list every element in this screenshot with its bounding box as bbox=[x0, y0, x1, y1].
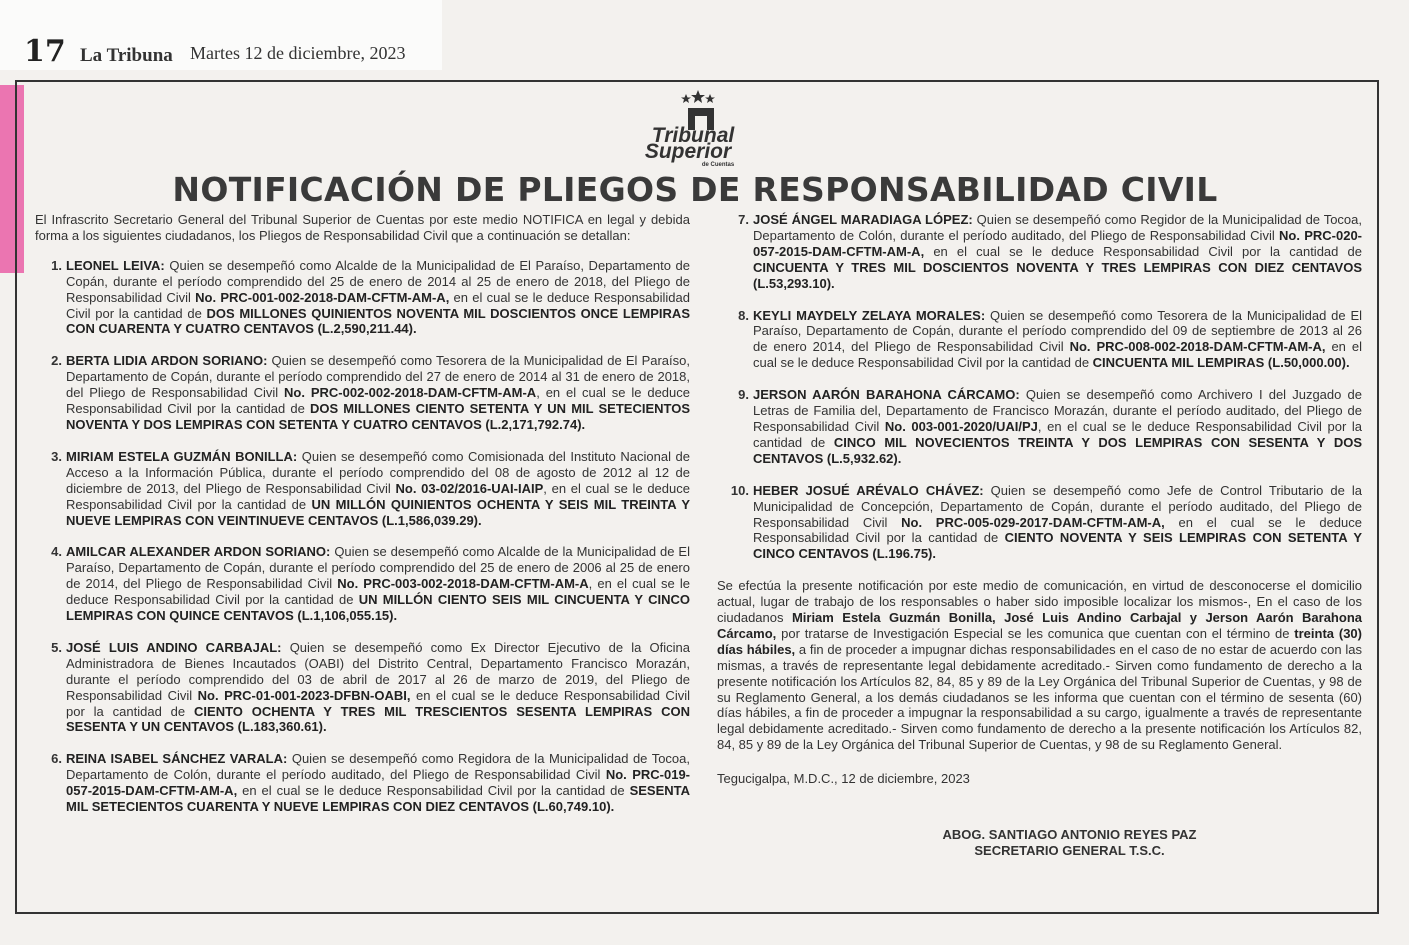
item-body bbox=[66, 353, 690, 433]
bold-text: No. PRC-01-001-2023-DFBN-OABI, bbox=[197, 687, 411, 703]
text-segment: Quien se desempeñó como Tesorera de la Municipalidad de El Paraíso, Departamento de Copán, durante el período comprendido del 09 de septiembre de 2013 al 26 de enero 2014, del Pliego de Responsabilidad Civil bbox=[753, 307, 1363, 355]
item-number: 1. bbox=[51, 257, 62, 273]
bold-text: No. PRC-002-002-2018-DAM-CFTM-AM-A bbox=[284, 385, 537, 401]
text-segment: Quien se desempeñó como Ex Director Ejecutivo de la Oficina Administradora de Bienes Incautados (OABI) del Distrito Central, Departamento Francisco Morazán, durante el período comprendido del 03 de abril de 2017 al 26 de marzo de 2019, del Pliego de Responsabilidad Civil bbox=[66, 639, 690, 703]
bold-text: No. PRC-001-002-2018-DAM-CFTM-AM-A, bbox=[195, 289, 450, 305]
item-number: 8. bbox=[738, 307, 749, 323]
bold-text: CIENTO OCHENTA Y TRES MIL TRESCIENTOS SESENTA LEMPIRAS CON SESENTA Y UN CENTAVOS (L.183,360.61). bbox=[66, 703, 690, 735]
notice-item bbox=[717, 308, 1362, 372]
item-number: 3. bbox=[51, 448, 62, 464]
text-segment: , en el cual se le deduce Responsabilidad Civil por la cantidad de bbox=[66, 576, 690, 608]
text-segment: , en el cual se le deduce Responsabilidad Civil por la cantidad de bbox=[66, 385, 690, 417]
bold-text: CINCUENTA Y TRES MIL DOSCIENTOS NOVENTA Y TRES LEMPIRAS CON DIEZ CENTAVOS (L.53,293.10). bbox=[753, 259, 1362, 291]
text-segment: Se efectúa la presente notificación por este medio de comunicación, en virtud de desconocerse el domicilio actual, lugar de trabajo de los responsables o haber sido imposible localizar los mismos-, En el caso de los ciudadanos bbox=[717, 578, 1362, 626]
publication-date: Martes 12 de diciembre, 2023 bbox=[190, 43, 406, 63]
text-segment: , en el cual se le deduce Responsabilidad Civil por la cantidad de bbox=[66, 480, 690, 512]
bold-text: KEYLI MAYDELY ZELAYA MORALES: bbox=[753, 307, 986, 323]
bold-text: No. PRC-008-002-2018-DAM-CFTM-AM-A, bbox=[1069, 339, 1326, 355]
bold-text: DOS MILLONES CIENTO SETENTA Y UN MIL SETECIENTOS NOVENTA Y DOS LEMPIRAS CON SETENTA Y CUATRO CENTAVOS (L.2,171,792.74). bbox=[66, 401, 690, 432]
item-body bbox=[66, 544, 690, 624]
intro-paragraph: El Infrascrito Secretario General del Tribunal Superior de Cuentas por este medio NOTIFICA en legal y debida forma a los siguientes ciudadanos, los Pliegos de Responsabilidad Civil que a continuación se detallan: bbox=[35, 212, 690, 243]
notice-item bbox=[35, 751, 690, 815]
bold-text: CINCUENTA MIL LEMPIRAS (L.50,000.00). bbox=[1092, 355, 1350, 371]
item-number: 6. bbox=[51, 751, 62, 767]
text-segment: Quien se desempeñó como Regidor de la Municipalidad de Tocoa, Departamento de Colón, durante el período auditado, del Pliego de Responsabilidad Civil bbox=[753, 212, 1362, 243]
text-segment: Quien se desempeñó como Alcalde de la Municipalidad de El Paraíso, Departamento de Copán, durante el período comprendido del 25 de enero de 2006 al 25 de enero de 2014, del Pliego de Responsabilidad Civil bbox=[66, 544, 690, 592]
item-body bbox=[66, 751, 690, 815]
bold-text: No. 03-02/2016-UAI-IAIP bbox=[395, 480, 544, 496]
bold-text: treinta (30) días hábiles, bbox=[717, 625, 1362, 657]
bold-text: DOS MILLONES QUINIENTOS NOVENTA MIL DOSCIENTOS ONCE LEMPIRAS CON CUARENTA Y CUATRO CENTAVOS (L.2,590,211.44). bbox=[66, 305, 690, 337]
item-body bbox=[753, 483, 1362, 563]
item-body bbox=[753, 387, 1362, 467]
bold-text: JOSÉ LUIS ANDINO CARBAJAL: bbox=[66, 639, 282, 655]
bold-text: UN MILLÓN QUINIENTOS OCHENTA Y SEIS MIL TREINTA Y NUEVE LEMPIRAS CON VEINTINUEVE CENTAVOS (L.1,586,039.29). bbox=[66, 496, 690, 528]
item-body bbox=[753, 212, 1362, 292]
tsc-logo bbox=[638, 88, 748, 168]
text-segment: , en el cual se le deduce Responsabilidad Civil por la cantidad de bbox=[753, 418, 1362, 450]
bold-text: LEONEL LEIVA: bbox=[66, 257, 165, 273]
item-number: 5. bbox=[51, 639, 62, 655]
notice-item bbox=[717, 387, 1362, 467]
item-number: 2. bbox=[51, 353, 62, 369]
notice-item bbox=[35, 353, 690, 433]
bold-text: SESENTA MIL SETECIENTOS CUARENTA Y NUEVE LEMPIRAS CON DIEZ CENTAVOS (L.60,749.10). bbox=[66, 783, 690, 815]
page-number: 17 bbox=[24, 34, 66, 69]
text-segment: Quien se desempeñó como Jefe de Control Tributario de la Municipalidad de Concepción, Departamento de Copán, durante el período auditado, del Pliego de Responsabilidad Civil bbox=[753, 482, 1362, 530]
right-column bbox=[717, 212, 1362, 859]
logo-line3: de Cuentas bbox=[701, 162, 735, 168]
text-segment: en el cual se le deduce Responsabilidad Civil por la cantidad de bbox=[753, 514, 1362, 546]
bold-text: No. PRC-003-002-2018-DAM-CFTM-AM-A bbox=[337, 576, 589, 592]
item-number: 9. bbox=[738, 387, 749, 403]
bold-text: UN MILLÓN CIENTO SEIS MIL CINCUENTA Y CINCO LEMPIRAS CON QUINCE CENTAVOS (L.1,106,055.15). bbox=[66, 592, 690, 624]
bold-text: HEBER JOSUÉ ARÉVALO CHÁVEZ: bbox=[753, 482, 984, 498]
text-segment: en el cual se le deduce Responsabilidad Civil por la cantidad de bbox=[66, 289, 690, 321]
text-segment: en el cual se le deduce Responsabilidad Civil por la cantidad de bbox=[66, 687, 690, 719]
bold-text: CINCO MIL NOVECIENTOS TREINTA Y DOS LEMPIRAS CON SESENTA Y DOS CENTAVOS (L.5,932.62). bbox=[753, 434, 1362, 466]
notice-item bbox=[717, 212, 1362, 292]
bold-text: BERTA LIDIA ARDON SORIANO: bbox=[66, 353, 268, 369]
item-body bbox=[66, 449, 690, 529]
bold-text: MIRIAM ESTELA GUZMÁN BONILLA: bbox=[66, 448, 298, 464]
newspaper-masthead bbox=[0, 0, 442, 70]
text-segment: en el cual se le deduce Responsabilidad Civil por la cantidad de bbox=[237, 783, 630, 799]
bold-text: Miriam Estela Guzmán Bonilla, José Luis Andino Carbajal y Jerson Aarón Barahona Cárcamo, bbox=[717, 610, 1362, 641]
logo-line2: Superior bbox=[644, 140, 732, 163]
item-number: 7. bbox=[738, 212, 749, 227]
items-list-right bbox=[717, 212, 1362, 562]
text-segment: en el cual se le deduce Responsabilidad Civil por la cantidad de bbox=[924, 243, 1362, 259]
item-body bbox=[753, 308, 1362, 372]
place-date: Tegucigalpa, M.D.C., 12 de diciembre, 2023 bbox=[717, 771, 970, 787]
text-segment: a fin de proceder a impugnar dichas responsabilidades en el caso de no estar de acuerdo con las mismas, a través de representante legal debidamente acreditado.- Sirven como fundamento de derecho a la presente notificación los Artículos 82, 84, 85 y 89 de la Ley Orgánica del Tribunal Superior de Cuentas, y 98 de su Reglamento General, a los demás ciudadanos se les informa que cuentan con el término de sesenta (60) días hábiles, a fin de proceder a impugnar la responsabilidad a su cargo, igualmente a través de representante legal debidamente acreditado.- Sirven como fundamento de derecho a la presente notificación los Artículos 82, 84, 85 y 89 de la Ley Orgánica del Tribunal Superior de Cuentas, y 98 de su Reglamento General. bbox=[717, 641, 1362, 753]
notice-item bbox=[35, 640, 690, 735]
item-body bbox=[66, 640, 690, 735]
closing-paragraph bbox=[717, 578, 1362, 753]
signatory-role: SECRETARIO GENERAL T.S.C. bbox=[974, 843, 1165, 859]
logo-line1: Tribunal bbox=[651, 124, 735, 147]
item-body bbox=[66, 258, 690, 338]
bold-text: No. PRC-019-057-2015-DAM-CFTM-AM-A, bbox=[66, 767, 690, 799]
notice-item bbox=[35, 449, 690, 529]
bold-text: REINA ISABEL SÁNCHEZ VARALA: bbox=[66, 751, 288, 767]
text-segment: Quien se desempeñó como Comisionada del Instituto Nacional de Acceso a la Información Pública, durante el período comprendido del 08 de agosto de 2012 al 12 de diciembre de 2013, del Pliego de Responsabilidad Civil bbox=[66, 448, 690, 496]
newspaper-name: La Tribuna bbox=[80, 45, 173, 66]
notice-item bbox=[35, 544, 690, 624]
bold-text: JERSON AARÓN BARAHONA CÁRCAMO: bbox=[753, 387, 1020, 403]
item-number: 4. bbox=[51, 544, 62, 560]
bold-text: No. 003-001-2020/UAI/PJ bbox=[884, 418, 1038, 434]
items-list-left bbox=[35, 258, 690, 815]
item-number: 10. bbox=[730, 482, 749, 498]
bold-text: CIENTO NOVENTA Y SEIS LEMPIRAS CON SETENTA Y CINCO CENTAVOS (L.196.75). bbox=[753, 530, 1362, 562]
text-segment: por tratarse de Investigación Especial se les comunica que cuentan con el término de bbox=[776, 625, 1295, 641]
bold-text: AMILCAR ALEXANDER ARDON SORIANO: bbox=[66, 544, 331, 560]
text-segment: Quien se desempeñó como Alcalde de la Municipalidad de El Paraíso, Departamento de Copán, durante el período comprendido del 25 de enero de 2014 al 25 de enero de 2018, del Pliego de Responsabilidad Civil bbox=[66, 257, 690, 305]
bold-text: No. PRC-005-029-2017-DAM-CFTM-AM-A, bbox=[901, 514, 1165, 530]
left-column bbox=[35, 212, 690, 831]
notice-title: NOTIFICACIÓN DE PLIEGOS DE RESPONSABILIDAD CIVIL bbox=[172, 170, 1218, 209]
bold-text: JOSÉ ÁNGEL MARADIAGA LÓPEZ: bbox=[753, 212, 973, 227]
notice-item bbox=[717, 483, 1362, 563]
text-segment: Quien se desempeñó como Regidora de la Municipalidad de Tocoa, Departamento de Colón, durante el período auditado, del Pliego de Responsabilidad Civil bbox=[66, 751, 690, 783]
text-segment: Quien se desempeñó como Tesorera de la Municipalidad de El Paraíso, Departamento de Copán, durante el período comprendido del 27 de enero de 2014 al 31 de enero de 2018, del Pliego de Responsabilidad Civil bbox=[66, 353, 690, 401]
bold-text: No. PRC-020-057-2015-DAM-CFTM-AM-A, bbox=[753, 227, 1362, 259]
signature-block bbox=[717, 827, 1362, 859]
notice-item bbox=[35, 258, 690, 338]
signatory-name: ABOG. SANTIAGO ANTONIO REYES PAZ bbox=[942, 827, 1197, 843]
text-segment: en el cual se le deduce Responsabilidad Civil por la cantidad de bbox=[753, 339, 1362, 371]
text-segment: Quien se desempeñó como Archivero I del Juzgado de Letras de Familia del, Departamento de Francisco Morazán, durante el período auditado, del Pliego de Responsabilidad Civil bbox=[753, 387, 1362, 434]
